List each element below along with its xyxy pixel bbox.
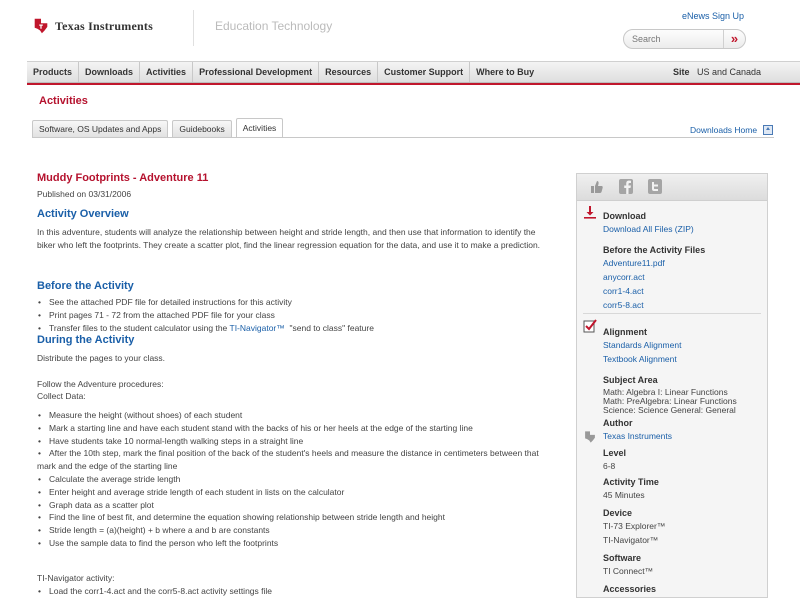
author-section [603, 417, 763, 443]
search-input[interactable] [624, 30, 724, 48]
home-icon[interactable] [763, 125, 773, 135]
device-section [603, 507, 763, 547]
subject-section [603, 374, 763, 415]
downloads-home-label[interactable]: Downloads Home [690, 125, 758, 135]
nav-products[interactable]: Products [27, 62, 79, 82]
texas-state-icon [32, 17, 50, 35]
alignment-heading: Alignment [603, 327, 647, 337]
software-heading: Software [603, 553, 642, 563]
download-heading: Download [603, 211, 646, 221]
time-section [603, 476, 763, 502]
device-item: TI-Navigator™ [603, 535, 659, 545]
before-heading: Before the Activity [37, 280, 134, 292]
section-name: Education Technology [215, 19, 333, 33]
nav-accent-line [27, 83, 800, 85]
site-region-select[interactable]: US and Canada [697, 67, 762, 77]
device-heading: Device [603, 508, 633, 518]
file-link-adventure11[interactable]: Adventure11.pdf [603, 258, 665, 268]
software-section [603, 552, 763, 578]
level-heading: Level [603, 448, 627, 458]
site-header [0, 0, 800, 58]
activity-sidebar [576, 173, 768, 598]
list-item: • Find the line of best fit, and determine the equation showing relationship between stride length and height [37, 511, 547, 524]
list-item: • Mark a starting line and have each student stand with the backs of his or her heels at the edge of the starting line [37, 422, 547, 435]
subject-heading: Subject Area [603, 375, 658, 385]
nav-where-to-buy[interactable]: Where to Buy [476, 67, 535, 77]
download-section [603, 210, 763, 236]
textbook-alignment-link[interactable]: Textbook Alignment [603, 354, 677, 364]
list-item: • Calculate the average stride length [37, 473, 547, 486]
time-value: 45 Minutes [603, 490, 645, 500]
nav-customer-support[interactable]: Customer Support [378, 62, 470, 82]
list-item: • Use the sample data to find the person who left the footprints [37, 537, 547, 550]
transfer-suffix: "send to class" feature [284, 322, 374, 333]
during-heading: During the Activity [37, 334, 135, 346]
file-link-corr1-4[interactable]: corr1-4.act [603, 286, 644, 296]
ti-navigator-link[interactable]: TI-Navigator™ [229, 322, 285, 333]
device-item: TI-73 Explorer™ [603, 521, 666, 531]
search-box [623, 29, 746, 49]
level-value: 6-8 [603, 461, 616, 471]
download-all-link[interactable]: Download All Files (ZIP) [603, 224, 694, 234]
tab-guidebooks[interactable]: Guidebooks [172, 120, 231, 137]
list-item [37, 322, 547, 335]
alignment-section [603, 326, 763, 366]
downloads-home-link[interactable] [690, 125, 773, 135]
time-heading: Activity Time [603, 477, 659, 487]
thumbs-up-icon[interactable] [590, 179, 604, 194]
tab-activities[interactable]: Activities [236, 118, 284, 137]
accessories-section [603, 583, 763, 595]
header-divider [193, 10, 194, 46]
list-item: • After the 10th step, mark the final position of the back of the student's heels and measure the distance in centimeters between that mark and the edge of the starting line [37, 447, 547, 473]
before-files-heading: Before the Activity Files [603, 245, 706, 255]
brand-name: Texas Instruments [55, 18, 153, 33]
before-list [37, 296, 547, 334]
nav-professional-development[interactable]: Professional Development [193, 62, 319, 82]
navigator-list [37, 585, 547, 598]
nav-activities[interactable]: Activities [140, 62, 193, 82]
list-item: • Print pages 71 - 72 from the attached PDF file for your class [37, 309, 547, 322]
transfer-prefix: Transfer files to the student calculator using the [49, 322, 230, 333]
list-item: • Graph data as a scatter plot [37, 499, 547, 512]
standards-alignment-link[interactable]: Standards Alignment [603, 340, 682, 350]
tab-baseline [32, 137, 774, 138]
page-title: Activities [39, 95, 88, 107]
search-submit-button[interactable]: » [723, 30, 745, 48]
subject-item: Math: Algebra I: Linear Functions [603, 387, 728, 397]
subject-item: Math: PreAlgebra: Linear Functions [603, 396, 737, 406]
download-icon [583, 205, 597, 219]
before-files-section [603, 244, 763, 312]
enews-signup-link[interactable]: eNews Sign Up [681, 11, 744, 21]
sidebar-divider [583, 313, 761, 314]
steps-list [37, 409, 547, 550]
ti-logo[interactable] [32, 17, 153, 35]
list-item: • Stride length = (a)(height) + b where a and b are constants [37, 524, 547, 537]
list-item: • Load the corr1-4.act and the corr5-8.act activity settings file [37, 585, 547, 598]
texas-state-icon [583, 430, 597, 444]
main-nav [27, 61, 800, 83]
level-section [603, 447, 763, 473]
published-date: Published on 03/31/2006 [37, 189, 132, 199]
activity-title: Muddy Footprints - Adventure 11 [37, 172, 209, 184]
checklist-icon [583, 319, 597, 333]
facebook-icon[interactable] [619, 179, 633, 194]
collect-line: Collect Data: [37, 391, 86, 401]
nav-downloads[interactable]: Downloads [79, 62, 140, 82]
site-label: Site [673, 67, 690, 77]
author-heading: Author [603, 418, 633, 428]
twitter-icon[interactable] [648, 179, 662, 194]
during-intro: Distribute the pages to your class. [37, 353, 166, 363]
overview-heading: Activity Overview [37, 208, 129, 220]
list-item: • Have students take 10 normal-length walking steps in a straight line [37, 435, 547, 448]
file-link-corr5-8[interactable]: corr5-8.act [603, 300, 644, 310]
overview-text: In this adventure, students will analyze the relationship between height and stride length, and then use that information to identify the biker who left the footprints. They create a scatter plot, find the linear regression equation for the data, and use it to make a prediction. [37, 227, 541, 250]
nav-resources[interactable]: Resources [319, 62, 378, 82]
download-tabs [32, 120, 287, 137]
list-item: • See the attached PDF file for detailed instructions for this activity [37, 296, 547, 309]
subject-item: Science: Science General: General [603, 405, 736, 415]
navigator-label: TI-Navigator activity: [37, 573, 115, 583]
accessories-heading: Accessories [603, 584, 657, 594]
author-link[interactable]: Texas Instruments [603, 431, 672, 441]
list-item: • Measure the height (without shoes) of each student [37, 409, 547, 422]
follow-line: Follow the Adventure procedures: [37, 379, 164, 389]
tab-software[interactable]: Software, OS Updates and Apps [32, 120, 168, 137]
software-value: TI Connect™ [603, 566, 654, 576]
list-item: • Enter height and average stride length of each student in lists on the calculator [37, 486, 547, 499]
share-bar [577, 174, 767, 201]
file-link-anycorr[interactable]: anycorr.act [603, 272, 645, 282]
